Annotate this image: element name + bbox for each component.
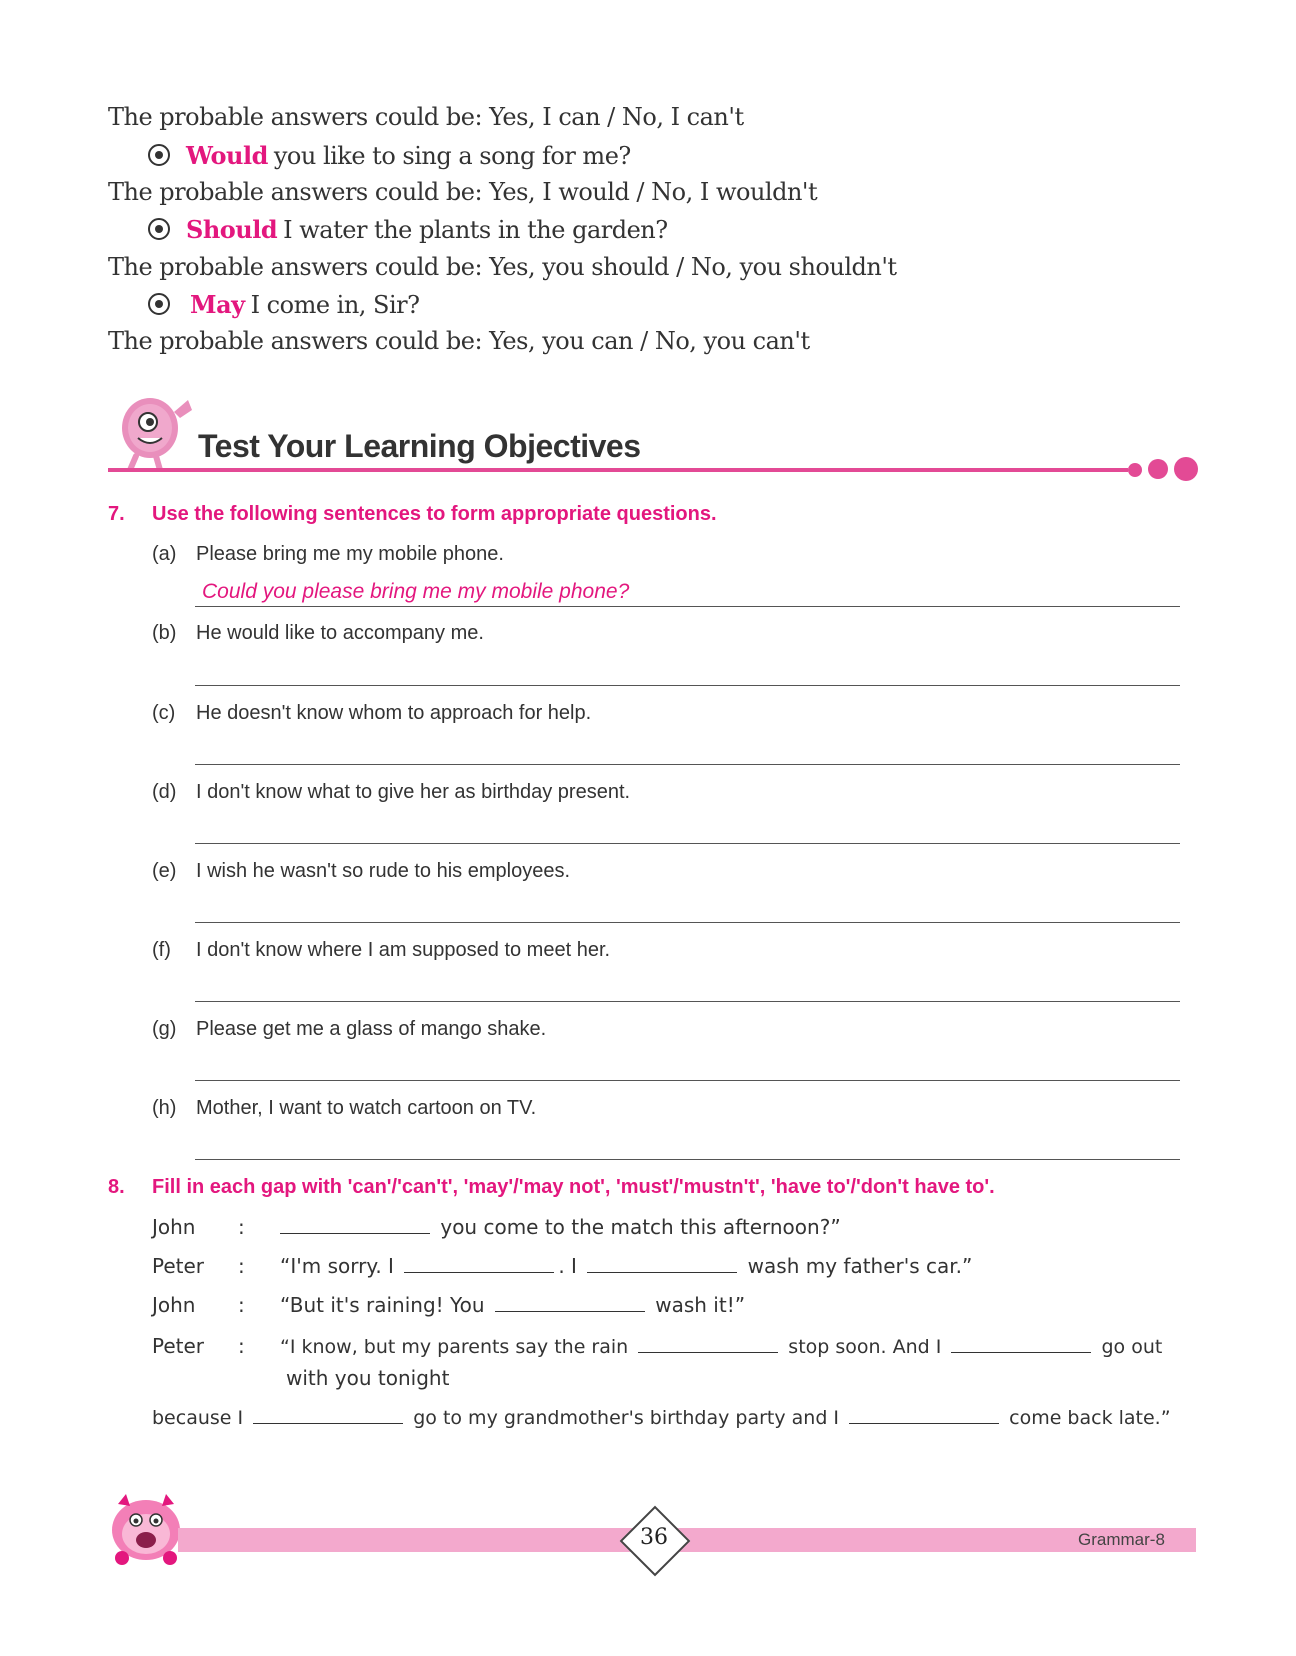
intro-line-4: The probable answers could be: Yes, you can / No, you can't [108, 327, 810, 355]
dialogue-text: go out [1101, 1336, 1163, 1358]
dialogue-text: wash my father's car.” [747, 1254, 973, 1278]
answer-line[interactable] [195, 1159, 1180, 1160]
item-letter: (c) [152, 702, 176, 724]
page-number: 36 [640, 1525, 668, 1550]
bullet-text: I come in, Sir? [250, 291, 420, 319]
item-text: Please get me a glass of mango shake. [196, 1018, 547, 1040]
sample-answer: Could you please bring me my mobile phone? [202, 580, 630, 603]
banner-divider [108, 468, 1128, 472]
target-bullet-icon [148, 293, 170, 315]
mascot-icon [108, 392, 198, 472]
dialogue-line [280, 1215, 841, 1239]
section-banner [108, 392, 1198, 492]
exercise-7-heading [108, 503, 717, 526]
fill-gap[interactable] [404, 1254, 554, 1273]
colon: : [238, 1215, 245, 1239]
dialogue-text: “I'm sorry. I [280, 1254, 394, 1278]
colon: : [238, 1293, 245, 1317]
banner-dot [1128, 463, 1142, 477]
list-item [152, 939, 610, 962]
item-letter: (e) [152, 860, 177, 882]
fill-gap[interactable] [495, 1293, 645, 1312]
item-text: Please bring me my mobile phone. [196, 543, 504, 565]
target-bullet-icon [148, 218, 170, 240]
exercise-8-heading [108, 1176, 995, 1199]
answer-line[interactable] [195, 1080, 1180, 1081]
list-item [152, 860, 570, 883]
item-letter: (f) [152, 939, 171, 961]
item-letter: (g) [152, 1018, 177, 1040]
dialogue-text: “I know, but my parents say the rain [280, 1336, 629, 1358]
bullet-text: I water the plants in the garden? [283, 216, 668, 244]
fill-gap[interactable] [253, 1405, 403, 1424]
speaker-name: John [152, 1215, 196, 1239]
answer-line[interactable] [195, 606, 1180, 607]
intro-line-2: The probable answers could be: Yes, I would / No, I wouldn't [108, 178, 818, 206]
dialogue-line [280, 1254, 972, 1278]
fill-gap[interactable] [280, 1215, 430, 1234]
fill-gap[interactable] [951, 1334, 1091, 1353]
speaker-name: Peter [152, 1254, 205, 1278]
monster-icon [106, 1490, 186, 1566]
list-item [152, 622, 484, 645]
banner-dot [1148, 459, 1168, 479]
dialogue-line [280, 1334, 1162, 1358]
intro-line-3: The probable answers could be: Yes, you should / No, you shouldn't [108, 253, 897, 281]
list-item [152, 781, 630, 804]
dialogue-text: . I [558, 1254, 577, 1278]
item-letter: (a) [152, 543, 177, 565]
item-letter: (d) [152, 781, 177, 803]
dialogue-line [280, 1293, 745, 1317]
dialogue-continuation: with you tonight [286, 1366, 450, 1390]
item-text: I don't know what to give her as birthday present. [196, 781, 631, 803]
answer-line[interactable] [195, 685, 1180, 686]
colon: : [238, 1334, 245, 1358]
list-item [152, 543, 504, 566]
fill-gap[interactable] [587, 1254, 737, 1273]
intro-bullet-may [148, 290, 420, 319]
modal-word: Should [186, 215, 278, 244]
banner-title: Test Your Learning Objectives [198, 428, 641, 464]
exercise-instruction: Fill in each gap with 'can'/'can't', 'may'/'may not', 'must'/'mustn't', 'have to'/'don't have to'. [152, 1176, 995, 1198]
dialogue-text: come back late.” [1009, 1407, 1171, 1429]
list-item [152, 702, 591, 725]
intro-bullet-should [148, 215, 668, 244]
dialogue-text: stop soon. And I [788, 1336, 942, 1358]
modal-word: Would [186, 141, 268, 170]
dialogue-line [152, 1405, 1171, 1429]
item-text: He would like to accompany me. [196, 622, 484, 644]
bullet-text: you like to sing a song for me? [273, 142, 631, 170]
answer-line[interactable] [195, 843, 1180, 844]
dialogue-text: because I [152, 1407, 244, 1429]
book-label: Grammar-8 [1078, 1530, 1165, 1549]
answer-line[interactable] [195, 1001, 1180, 1002]
list-item [152, 1018, 546, 1041]
target-bullet-icon [148, 144, 170, 166]
item-letter: (h) [152, 1097, 177, 1119]
answer-line[interactable] [195, 764, 1180, 765]
modal-word: May [190, 290, 245, 319]
item-text: He doesn't know whom to approach for help. [196, 702, 592, 724]
exercise-number: 8. [108, 1176, 125, 1198]
dialogue-text: you come to the match this afternoon?” [440, 1215, 841, 1239]
item-text: I don't know where I am supposed to meet her. [196, 939, 611, 961]
exercise-instruction: Use the following sentences to form appropriate questions. [152, 503, 717, 525]
intro-bullet-would [148, 141, 631, 170]
item-text: Mother, I want to watch cartoon on TV. [196, 1097, 537, 1119]
dialogue-text: wash it!” [655, 1293, 746, 1317]
exercise-number: 7. [108, 503, 125, 525]
fill-gap[interactable] [849, 1405, 999, 1424]
banner-dot [1174, 457, 1198, 481]
intro-line-1: The probable answers could be: Yes, I can / No, I can't [108, 103, 744, 131]
speaker-name: John [152, 1293, 196, 1317]
fill-gap[interactable] [638, 1334, 778, 1353]
dialogue-text: “But it's raining! You [280, 1293, 485, 1317]
answer-line[interactable] [195, 922, 1180, 923]
item-letter: (b) [152, 622, 177, 644]
dialogue-text: go to my grandmother's birthday party and I [413, 1407, 840, 1429]
colon: : [238, 1254, 245, 1278]
list-item [152, 1097, 536, 1120]
speaker-name: Peter [152, 1334, 205, 1358]
item-text: I wish he wasn't so rude to his employees. [196, 860, 571, 882]
